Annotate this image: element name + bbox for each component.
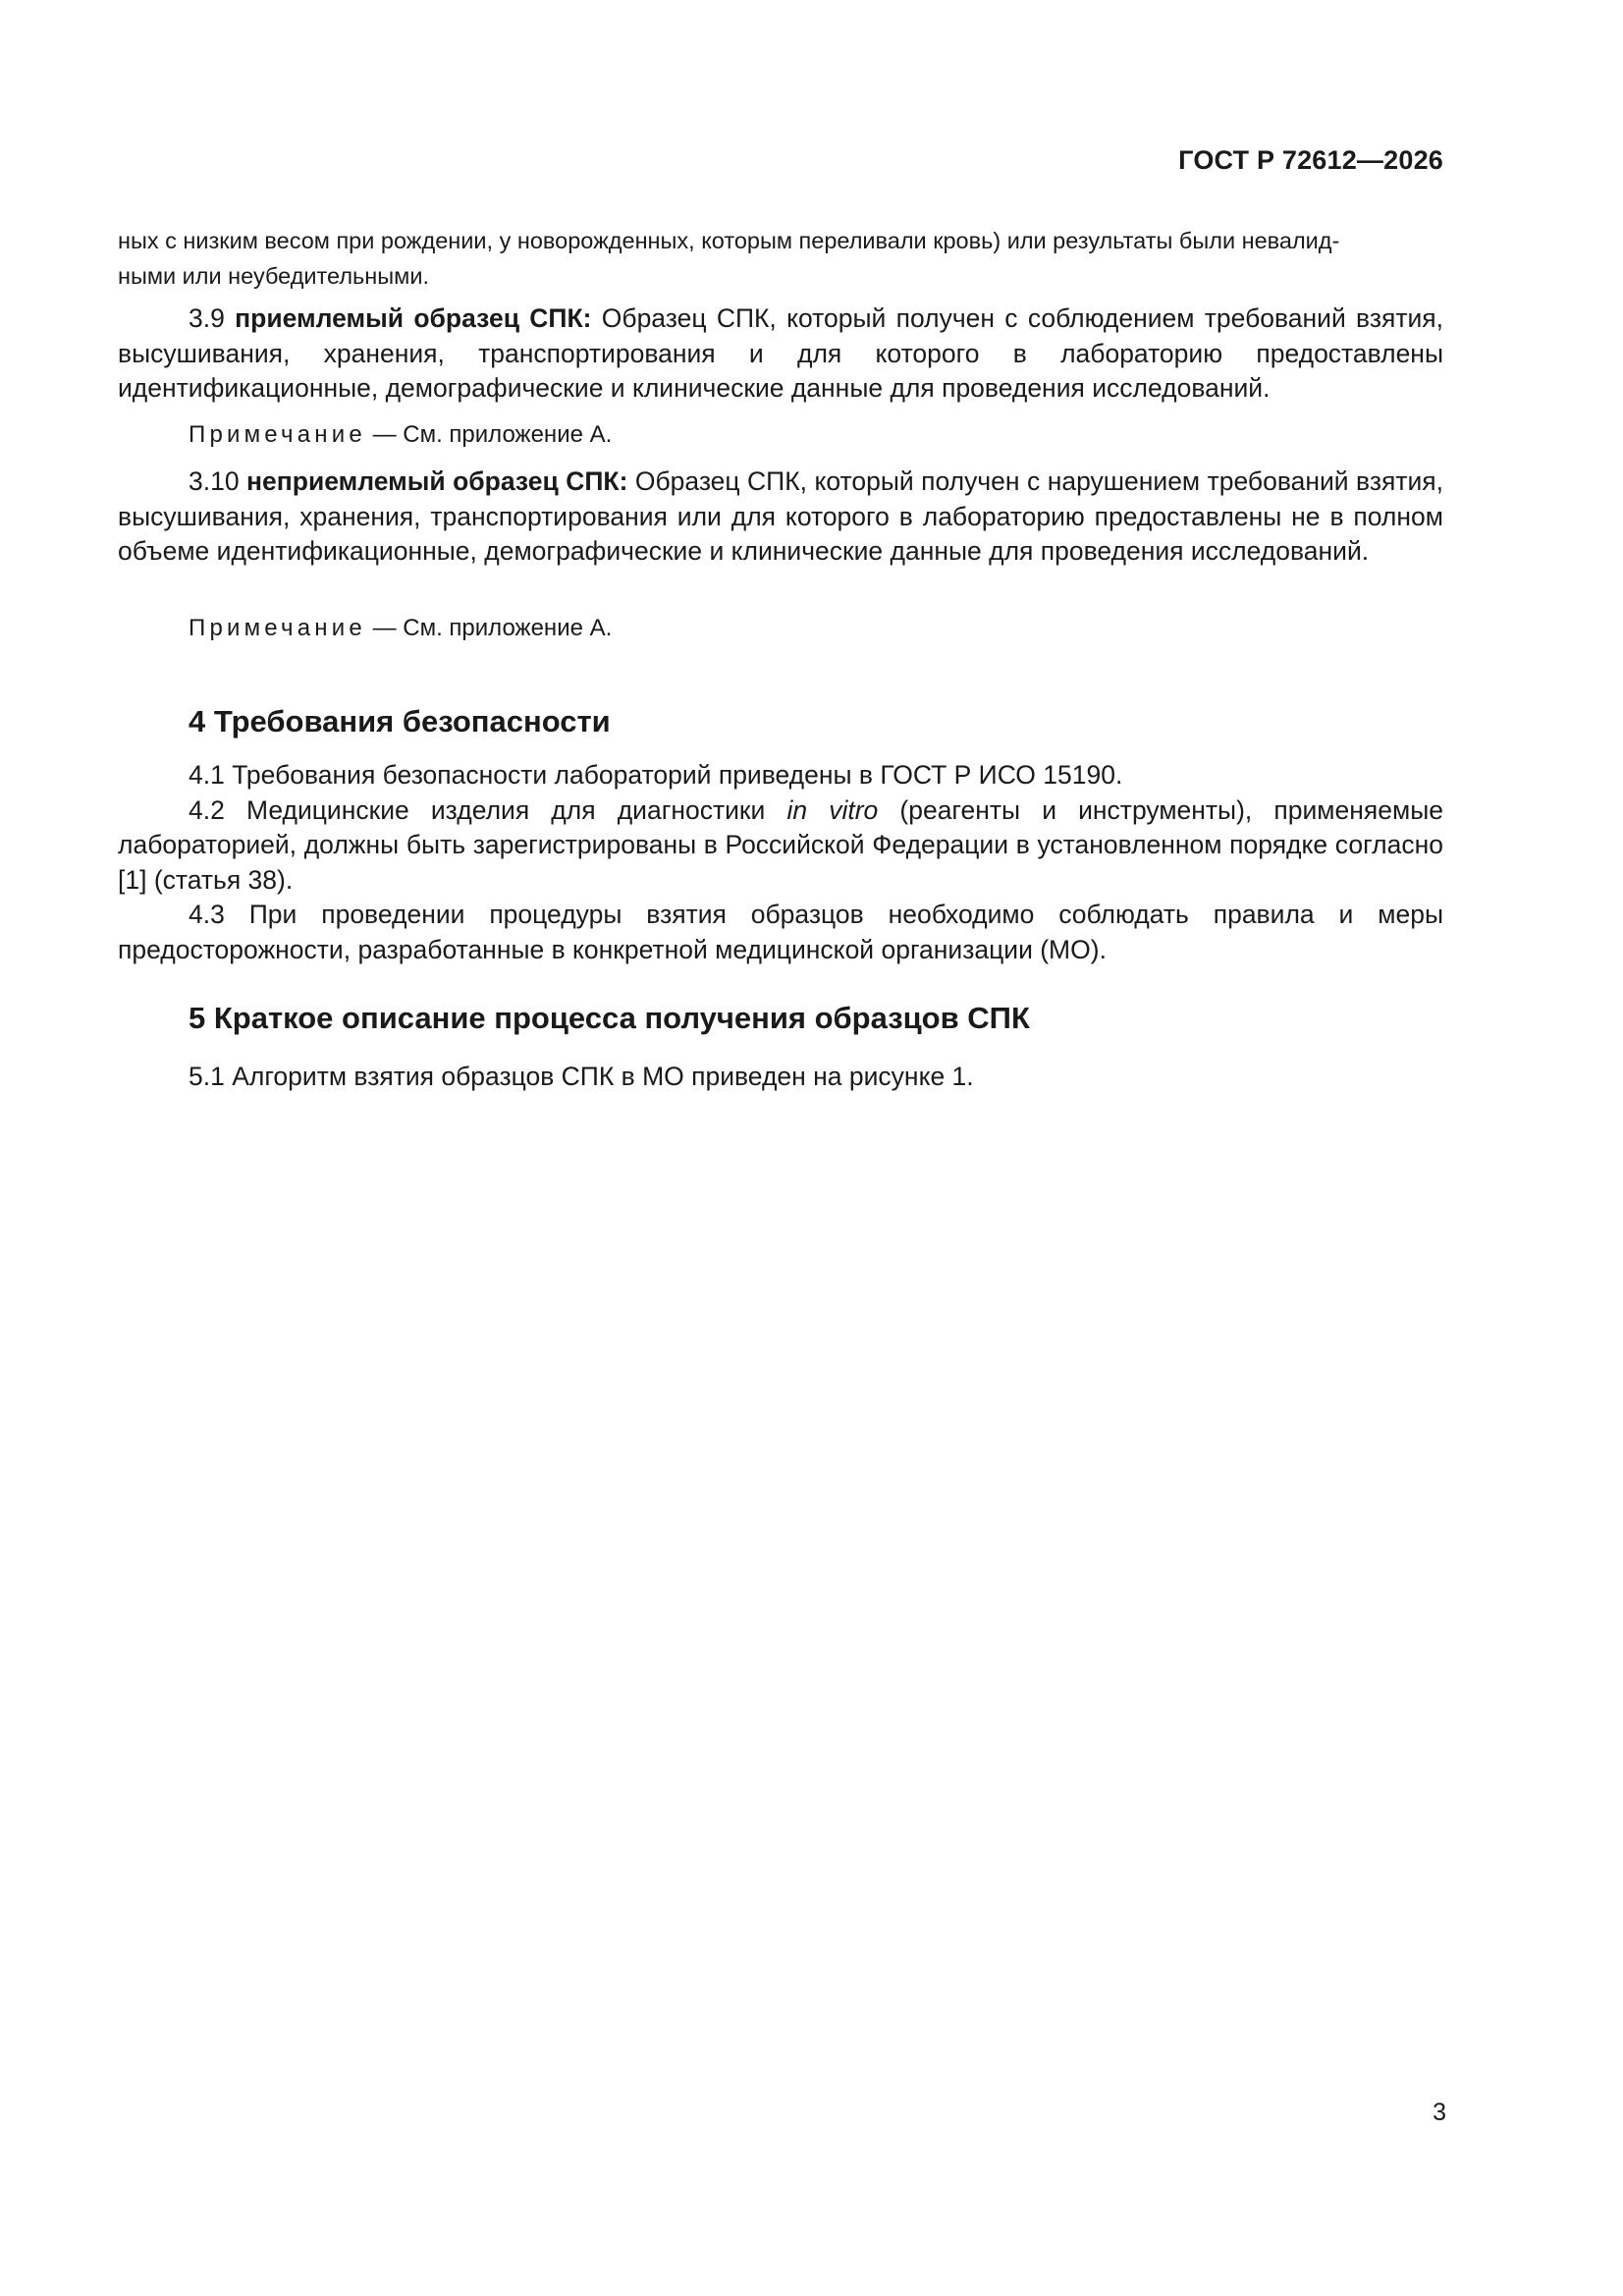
document-code: ГОСТ Р 72612—2026	[1178, 145, 1443, 175]
term-definition: Образец СПК, который получен с нарушением требований взятия, высушивания, хранения, транспортирования или для которого в лабораторию предоставлены не в полном объеме идентификационные, демографические и клинические данные для проведения исследований.	[118, 466, 1443, 566]
paragraph-4-2-text-b: (реагенты и инструменты), применяемые лабораторией, должны быть зарегистрированы в Российской Федерации в установленном порядке согласно [1] (статья 38).	[118, 794, 1443, 895]
continuation-line-2: ными или неубедительными.	[118, 262, 429, 289]
note-text: — См. приложение А.	[372, 421, 613, 448]
note-3-10	[118, 613, 1514, 644]
paragraph-4-1: 4.1 Требования безопасности лабораторий приведены в ГОСТ Р ИСО 15190.	[189, 760, 1123, 790]
term-name: приемлемый образец СПК:	[235, 303, 592, 333]
note-label: Примечание	[189, 615, 366, 641]
term-definition: Образец СПК, который получен с соблюдением требований взятия, высушивания, хранения, транспортирования и для которого в лабораторию предоставлены идентификационные, демографические и клинические данные для проведения исследований.	[118, 303, 1443, 403]
section-4-heading: 4 Требования безопасности	[189, 704, 611, 738]
section-5-heading: 5 Краткое описание процесса получения образцов СПК	[189, 1001, 1030, 1035]
paragraph-4-3: 4.3 При проведении процедуры взятия образцов необходимо соблюдать правила и меры предосторожности, разработанные в конкретной медицинской организации (МО).	[118, 900, 1443, 964]
section-4-body	[118, 758, 1443, 967]
term-number: 3.9	[189, 303, 225, 333]
paragraph-4-2-italic: in vitro	[786, 794, 879, 825]
term-name: неприемлемый образец СПК:	[246, 466, 628, 496]
paragraph-4-2-text-a: 4.2 Медицинские изделия для диагностики	[189, 794, 787, 825]
note-text: — См. приложение А.	[372, 615, 613, 641]
section-5-body	[118, 1060, 1443, 1095]
term-3-10	[118, 465, 1443, 570]
note-label: Примечание	[189, 421, 366, 448]
term-3-9	[118, 301, 1443, 407]
page-number: 3	[1433, 2099, 1446, 2126]
paragraph-5-1: 5.1 Алгоритм взятия образцов СПК в МО приведен на рисунке 1.	[189, 1062, 974, 1091]
paragraph-4-2	[118, 793, 1443, 899]
term-number: 3.10	[189, 466, 240, 496]
note-3-9	[118, 419, 1514, 451]
continuation-line-1: ных с низким весом при рождении, у новорожденных, которым переливали кровь) или результаты были невалид-	[118, 228, 1340, 253]
continuation-paragraph	[118, 224, 1443, 294]
